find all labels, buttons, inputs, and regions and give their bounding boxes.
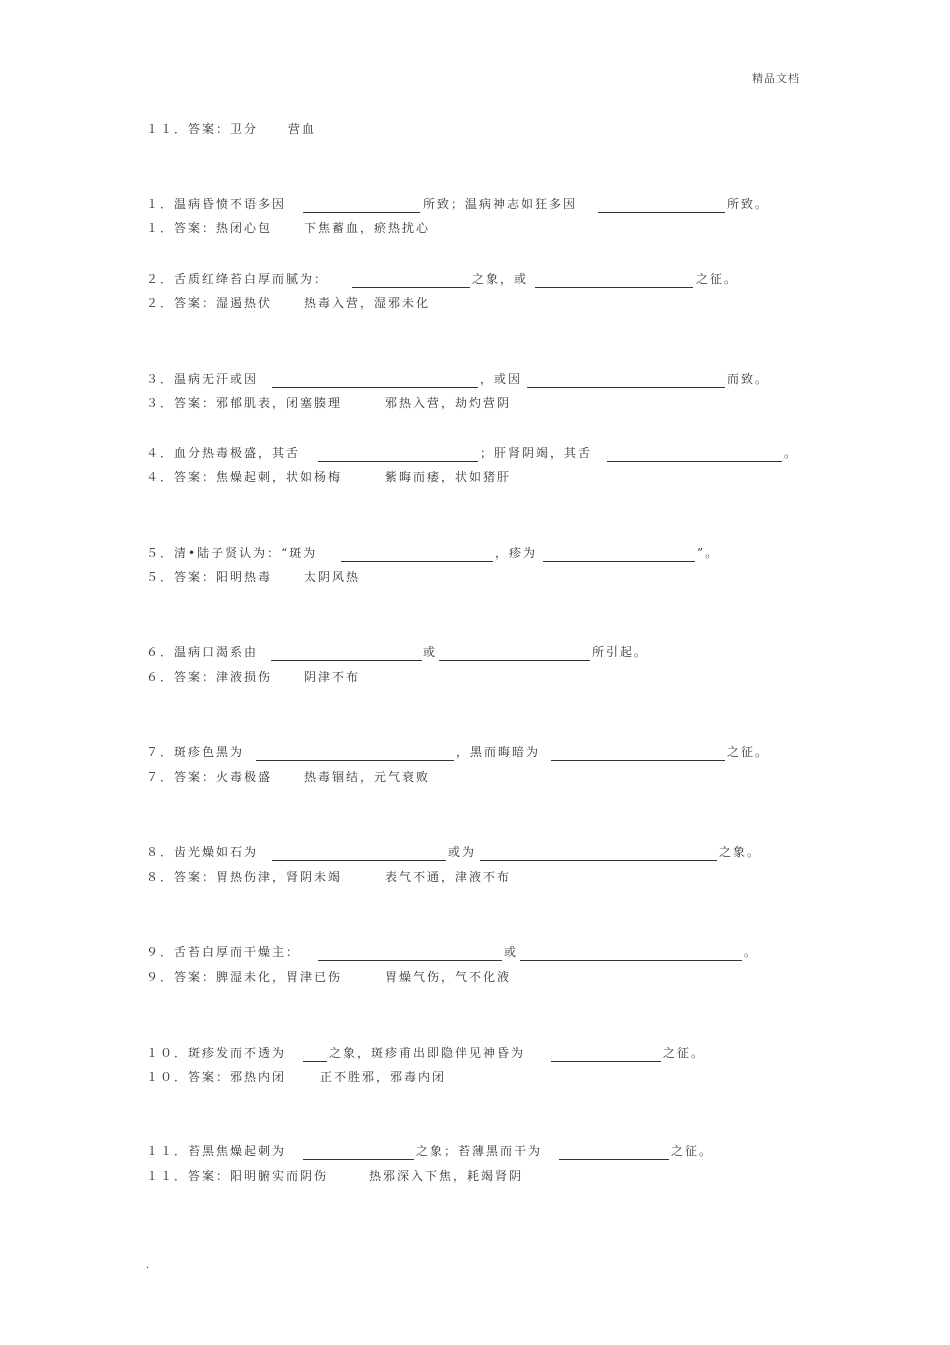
answer-blank bbox=[303, 212, 420, 213]
footer-mark: . bbox=[146, 1260, 152, 1271]
question-text: 。 bbox=[784, 446, 799, 460]
answer-blank bbox=[527, 387, 725, 388]
question-text: 之征。 bbox=[696, 272, 739, 286]
question-text: 或 bbox=[423, 645, 438, 659]
prev-answer: １１．答案：卫分 bbox=[146, 122, 259, 136]
question-text: ２．舌质红绛苔白厚而腻为： bbox=[146, 272, 329, 286]
question-text: １１．苔黑焦燥起刺为 bbox=[146, 1144, 287, 1158]
question-text: 所引起。 bbox=[592, 645, 649, 659]
answer-blank bbox=[559, 1159, 669, 1160]
answer-blank bbox=[439, 660, 590, 661]
answer-line: ８．答案：胃热伤津，肾阴未竭 bbox=[146, 870, 343, 884]
answer-line-2: 表气不通，津液不布 bbox=[385, 870, 512, 884]
answer-blank bbox=[318, 461, 478, 462]
question-text: ，或因 bbox=[480, 372, 523, 386]
answer-line-2: 热毒入营，湿邪未化 bbox=[304, 296, 431, 310]
answer-line: ７．答案：火毒极盛 bbox=[146, 770, 273, 784]
question-text: 而致。 bbox=[727, 372, 770, 386]
question-text: 。 bbox=[744, 945, 759, 959]
question-text: ，疹为 bbox=[495, 546, 538, 560]
answer-line: ６．答案：津液损伤 bbox=[146, 670, 273, 684]
answer-line-2: 热毒锢结，元气衰败 bbox=[304, 770, 431, 784]
question-text: ５．清•陆子贤认为：“斑为 bbox=[146, 546, 318, 560]
answer-blank bbox=[352, 287, 470, 288]
question-text: ４．血分热毒极盛，其舌 bbox=[146, 446, 301, 460]
answer-line-2: 胃燥气伤，气不化液 bbox=[385, 970, 512, 984]
answer-line: ９．答案：脾湿未化，胃津已伤 bbox=[146, 970, 343, 984]
question-text: １０．斑疹发而不透为 bbox=[146, 1046, 287, 1060]
question-text: ６．温病口渴系由 bbox=[146, 645, 259, 659]
question-text: ７．斑疹色黑为 bbox=[146, 745, 245, 759]
answer-blank bbox=[480, 860, 717, 861]
answer-blank bbox=[520, 960, 742, 961]
question-text: 之征。 bbox=[671, 1144, 714, 1158]
answer-blank bbox=[607, 461, 782, 462]
answer-blank bbox=[303, 1061, 327, 1062]
question-text: ，黑而晦暗为 bbox=[456, 745, 541, 759]
question-text: ”。 bbox=[697, 546, 720, 560]
question-text: ３．温病无汗或因 bbox=[146, 372, 259, 386]
answer-line: ５．答案：阳明热毒 bbox=[146, 570, 273, 584]
question-text: 之征。 bbox=[727, 745, 770, 759]
question-text: 之象，斑疹甫出即隐伴见神昏为 bbox=[329, 1046, 526, 1060]
answer-line: １０．答案：邪热内闭 bbox=[146, 1070, 287, 1084]
answer-line-2: 下焦蓄血，瘀热扰心 bbox=[304, 221, 431, 235]
question-text: 之征。 bbox=[663, 1046, 706, 1060]
answer-blank bbox=[598, 212, 725, 213]
answer-blank bbox=[551, 760, 725, 761]
answer-blank bbox=[551, 1061, 661, 1062]
answer-line: １１．答案：阳明腑实而阴伤 bbox=[146, 1169, 329, 1183]
answer-line-2: 太阴风热 bbox=[304, 570, 361, 584]
answer-blank bbox=[318, 960, 502, 961]
answer-line-2: 正不胜邪，邪毒内闭 bbox=[320, 1070, 447, 1084]
page-header: 精品文档 bbox=[752, 72, 800, 85]
answer-blank bbox=[543, 561, 695, 562]
answer-line-2: 热邪深入下焦，耗竭肾阴 bbox=[369, 1169, 524, 1183]
question-text: 所致。 bbox=[727, 197, 770, 211]
question-text: 或 bbox=[504, 945, 519, 959]
question-text: 所致；温病神志如狂多因 bbox=[423, 197, 578, 211]
question-text: 之象；苔薄黑而干为 bbox=[416, 1144, 543, 1158]
question-text: 或为 bbox=[448, 845, 477, 859]
question-text: １．温病昏愤不语多因 bbox=[146, 197, 287, 211]
answer-line: １．答案：热闭心包 bbox=[146, 221, 273, 235]
answer-line: ４．答案：焦燥起刺，状如杨梅 bbox=[146, 470, 343, 484]
answer-blank bbox=[272, 860, 446, 861]
answer-line: ３．答案：邪郁肌表，闭塞腠理 bbox=[146, 396, 343, 410]
question-text: 之象。 bbox=[719, 845, 762, 859]
prev-answer-2: 营血 bbox=[288, 122, 317, 136]
answer-blank bbox=[535, 287, 693, 288]
answer-line-2: 邪热入营，劫灼营阴 bbox=[385, 396, 512, 410]
answer-line-2: 紫晦而痿，状如猪肝 bbox=[385, 470, 512, 484]
answer-blank bbox=[272, 387, 478, 388]
answer-line: ２．答案：湿遏热伏 bbox=[146, 296, 273, 310]
answer-blank bbox=[303, 1159, 414, 1160]
answer-blank bbox=[256, 760, 454, 761]
answer-line-2: 阴津不布 bbox=[304, 670, 361, 684]
answer-blank bbox=[341, 561, 493, 562]
question-text: ９．舌苔白厚而干燥主： bbox=[146, 945, 301, 959]
question-text: 之象，或 bbox=[472, 272, 529, 286]
question-text: ；肝肾阴竭，其舌 bbox=[480, 446, 593, 460]
question-text: ８．齿光燥如石为 bbox=[146, 845, 259, 859]
answer-blank bbox=[271, 660, 422, 661]
